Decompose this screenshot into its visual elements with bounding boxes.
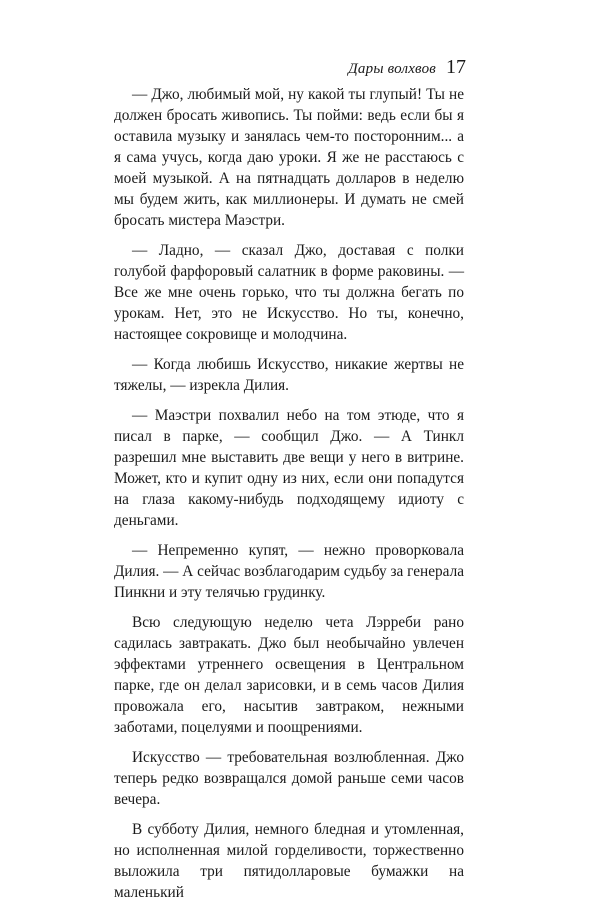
paragraph: — Ладно, — сказал Джо, доставая с полки голубой фарфоровый салатник в форме раковины. — Все же мне очень горько, что ты должна бегать по урокам. Нет, это не Искусство. Но ты, конечно, настоящее сокровище и молодчина. bbox=[114, 242, 464, 343]
paragraph: Всю следующую неделю чета Лэрреби рано садилась завтракать. Джо был необычайно увлечен эффектами утреннего освещения в Центральном парке, где он делал зарисовки, и в семь часов Дилия провожала его, насытив завтраком, нежными заботами, поцелуями и поощрениями. bbox=[114, 614, 464, 736]
running-head bbox=[348, 56, 466, 79]
paragraph: — Непременно купят, — нежно проворковала Дилия. — А сейчас возблагодарим судьбу за генерала Пинкни и эту телячью грудинку. bbox=[114, 542, 465, 601]
page-number: 17 bbox=[446, 56, 466, 78]
paragraph: Искусство — требовательная возлюбленная. Джо теперь редко возвращался домой раньше семи часов вечера. bbox=[114, 749, 464, 808]
running-title: Дары волхвов bbox=[348, 61, 436, 77]
paragraph: — Когда любишь Искусство, никакие жертвы не тяжелы, — изрекла Дилия. bbox=[114, 356, 464, 394]
paragraph: В субботу Дилия, немного бледная и утомленная, но исполненная милой горделивости, торжественно выложила три пятидолларовые бумажки на маленький bbox=[114, 821, 464, 901]
paragraph: — Джо, любимый мой, ну какой ты глупый! Ты не должен бросать живопись. Ты пойми: ведь если бы я оставила музыку и занялась чем-то посторонним... а я сама учусь, когда даю уроки. Я же не расстаюсь с моей музыкой. А на пятнадцать долларов в неделю мы будем жить, как миллионеры. И думать не смей бросать мистера Маэстри. bbox=[114, 86, 464, 229]
paragraph: — Маэстри похвалил небо на том этюде, что я писал в парке, — сообщил Джо. — А Тинкл разрешил мне выставить две вещи у него в витрине. Может, кто и купит одну из них, если они попадутся на глаза какому-нибудь подходящему идиоту с деньгами. bbox=[114, 407, 464, 529]
body-text bbox=[114, 84, 464, 903]
